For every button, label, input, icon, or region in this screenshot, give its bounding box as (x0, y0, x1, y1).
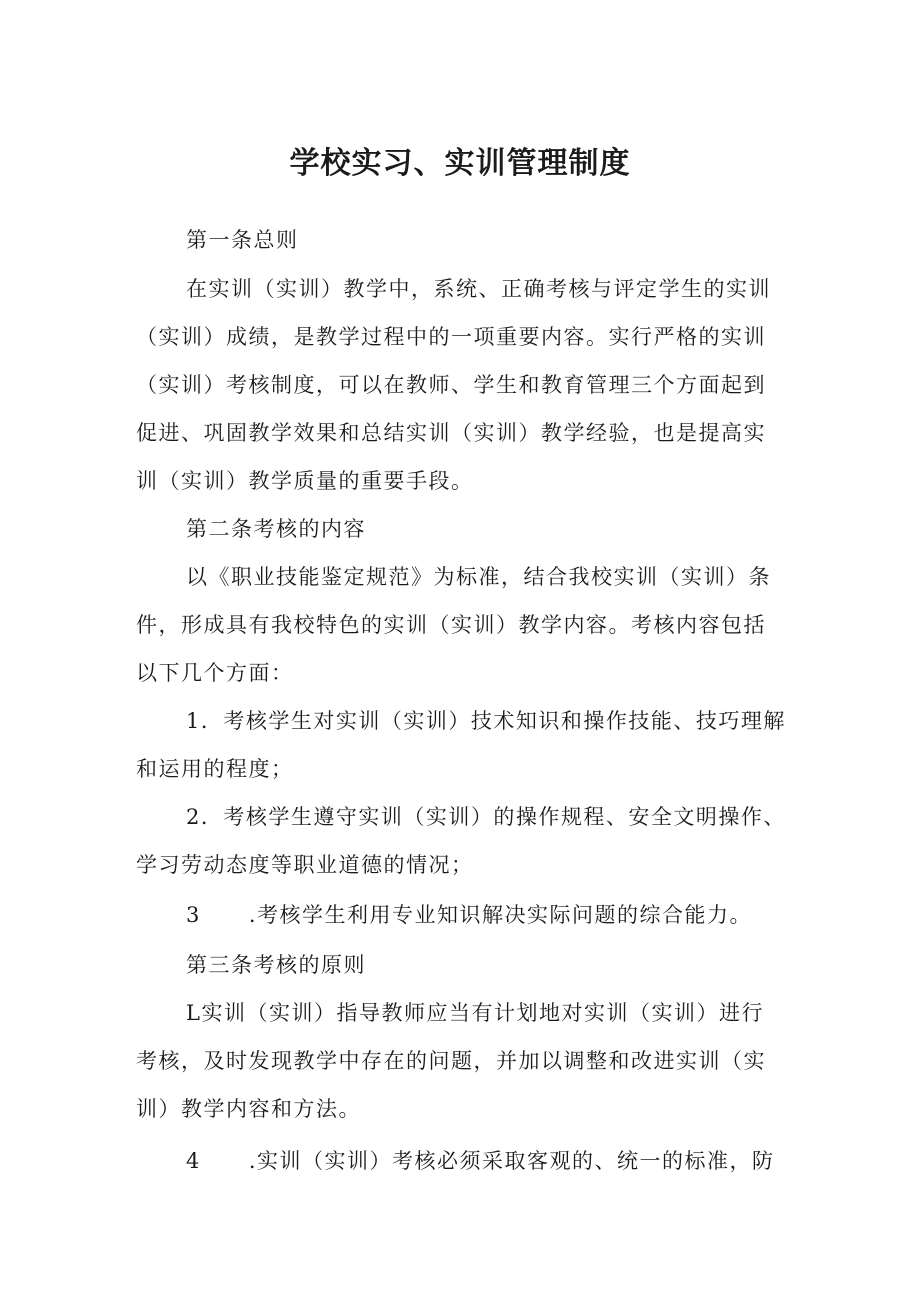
paragraph-line: 以《职业技能鉴定规范》为标准，结合我校实训（实训）条 (186, 565, 771, 589)
paragraph-line: 考核，及时发现教学中存在的问题，并加以调整和改进实训（实 (136, 1049, 766, 1073)
paragraph-line: L实训（实训）指导教师应当有计划地对实训（实训）进行 (186, 1001, 764, 1025)
list-item-1-line: 和运用的程度； (136, 757, 294, 781)
paragraph-line: 件，形成具有我校特色的实训（实训）教学内容。考核内容包括 (136, 613, 766, 637)
list-item-3-number: 3 (186, 903, 201, 927)
list-item-4-text: .实训（实训）考核必须采取客观的、统一的标准，防 (248, 1149, 775, 1173)
list-item-4-number: 4 (186, 1149, 201, 1173)
article-1-heading: 第一条总则 (186, 228, 299, 252)
list-item-3-text: .考核学生利用专业知识解决实际问题的综合能力。 (248, 903, 753, 927)
paragraph-line: 训）教学内容和方法。 (136, 1097, 361, 1121)
list-item-4 (186, 1146, 856, 1176)
article-3-heading: 第三条考核的原则 (186, 953, 366, 977)
list-item-3 (186, 900, 856, 930)
list-item-1-line: 1．考核学生对实训（实训）技术知识和操作技能、技巧理解 (186, 709, 786, 733)
list-item-2-line: 2．考核学生遵守实训（实训）的操作规程、安全文明操作、 (186, 805, 786, 829)
paragraph-line: （实训）考核制度，可以在教师、学生和教育管理三个方面起到 (136, 373, 766, 397)
article-2-heading: 第二条考核的内容 (186, 517, 366, 541)
paragraph-line: 以下几个方面： (136, 661, 294, 685)
paragraph-line: （实训）成绩，是教学过程中的一项重要内容。实行严格的实训 (136, 325, 766, 349)
paragraph-line: 在实训（实训）教学中，系统、正确考核与评定学生的实训 (186, 277, 771, 301)
document-title: 学校实习、实训管理制度 (289, 146, 631, 181)
paragraph-line: 促进、巩固教学效果和总结实训（实训）教学经验，也是提高实 (136, 421, 766, 445)
list-item-2-line: 学习劳动态度等职业道德的情况； (136, 853, 474, 877)
paragraph-line: 训（实训）教学质量的重要手段。 (136, 469, 474, 493)
